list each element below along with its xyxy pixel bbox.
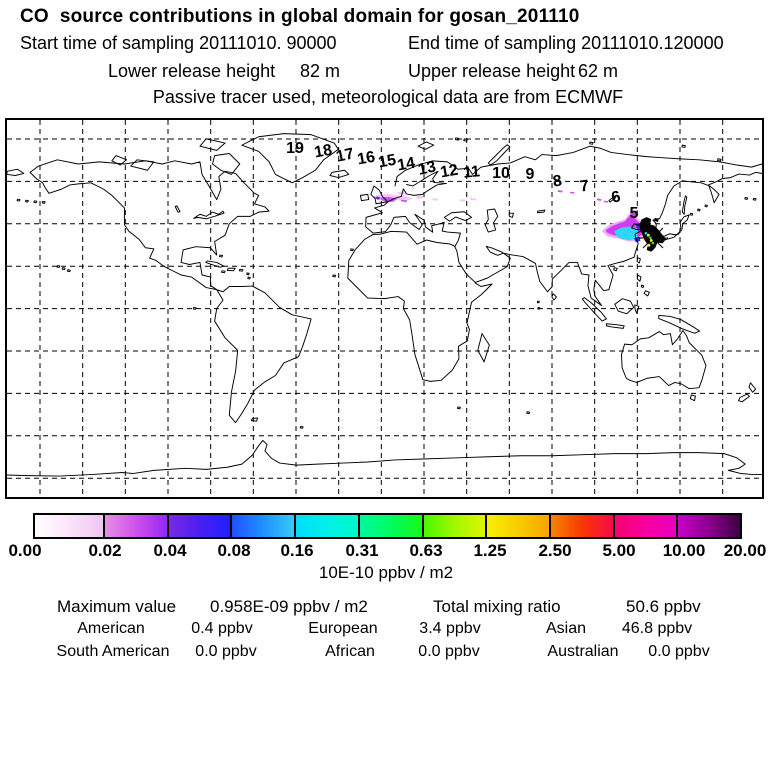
upper-release-value: 62 m bbox=[578, 61, 619, 81]
colorbar-segment bbox=[424, 515, 486, 537]
europe-magenta-plume bbox=[374, 190, 608, 203]
graticule-gridlines bbox=[7, 120, 762, 497]
region-american-value: 0.4 ppbv bbox=[191, 620, 253, 637]
trajectory-label: 6 bbox=[609, 188, 623, 207]
colorbar-segment bbox=[360, 515, 422, 537]
start-time-value: 20111010. 90000 bbox=[199, 33, 337, 53]
colorbar-tick: 0.00 bbox=[8, 541, 42, 560]
world-map-panel bbox=[5, 118, 764, 499]
colorbar-segment bbox=[35, 515, 103, 537]
colorbar-tick: 5.00 bbox=[602, 541, 636, 560]
colorbar-tick: 10.00 bbox=[662, 541, 706, 560]
trajectory-label: 7 bbox=[578, 177, 590, 196]
coast-taiwan-philippines bbox=[614, 258, 650, 296]
hot-cell-dot bbox=[647, 244, 650, 247]
coast-sakhalin-kurils bbox=[682, 196, 707, 215]
colorbar bbox=[33, 513, 742, 539]
region-south-american-value: 0.0 ppbv bbox=[195, 643, 257, 660]
lower-release-label: Lower release height bbox=[108, 61, 276, 81]
trajectory-label: 12 bbox=[438, 161, 460, 182]
trajectory-label: 18 bbox=[312, 141, 334, 162]
coast-black-sea bbox=[444, 212, 471, 221]
trajectory-label: 19 bbox=[286, 140, 304, 157]
colorbar-tick: 0.02 bbox=[88, 541, 122, 560]
hot-cell-dot bbox=[647, 234, 650, 237]
region-south-american-label: South American bbox=[56, 643, 170, 660]
coast-arctic-islands bbox=[112, 139, 240, 175]
colorbar-tick: 0.08 bbox=[217, 541, 251, 560]
max-value: 0.958E-09 ppbv / m2 bbox=[210, 597, 368, 616]
region-australian-label: Australian bbox=[547, 643, 619, 660]
coast-arctic-misc bbox=[418, 138, 721, 165]
coast-chukotka-left-edge bbox=[7, 169, 24, 175]
region-european-label: European bbox=[308, 620, 378, 637]
region-asian-label: Asian bbox=[545, 620, 587, 637]
total-ratio-label: Total mixing ratio bbox=[433, 597, 561, 616]
coast-antarctica bbox=[7, 440, 762, 476]
coast-europe-africa-asia bbox=[366, 171, 762, 305]
coastlines bbox=[7, 134, 762, 476]
hot-cell-dot bbox=[650, 239, 653, 242]
trajectory-label: 9 bbox=[525, 166, 535, 183]
colorbar-segment bbox=[105, 515, 167, 537]
page-title: CO source contributions in global domain for gosan_201110 bbox=[20, 6, 580, 27]
trajectory-label: 10 bbox=[492, 165, 510, 182]
colorbar-tick: 20.00 bbox=[723, 541, 767, 560]
tracer-note: Passive tracer used, meteorological data are from ECMWF bbox=[152, 87, 624, 107]
colorbar-segment bbox=[487, 515, 549, 537]
colorbar-segment bbox=[551, 515, 613, 537]
colorbar-tick: 2.50 bbox=[538, 541, 572, 560]
region-american-label: American bbox=[77, 620, 145, 637]
colorbar-tick: 0.04 bbox=[153, 541, 187, 560]
coast-africa-west bbox=[348, 231, 492, 381]
world-map-svg bbox=[7, 120, 762, 497]
colorbar-tick: 0.31 bbox=[345, 541, 379, 560]
upper-release-label: Upper release height bbox=[408, 61, 576, 81]
hot-cell-dot bbox=[649, 236, 652, 239]
colorbar-tick: 1.25 bbox=[473, 541, 507, 560]
trajectory-label: 13 bbox=[416, 158, 438, 179]
region-african-label: African bbox=[325, 643, 375, 660]
colorbar-segment bbox=[232, 515, 294, 537]
start-time-label: Start time of sampling 20111010. 90000 bbox=[20, 33, 337, 53]
colorbar-tick: 0.16 bbox=[280, 541, 314, 560]
hot-cell-dot bbox=[652, 242, 655, 245]
lower-release-value: 82 m bbox=[300, 61, 341, 81]
hot-cell-dot bbox=[645, 232, 648, 235]
colorbar-segment bbox=[296, 515, 358, 537]
max-value-label: Maximum value bbox=[57, 597, 177, 616]
coast-australia-nz bbox=[621, 330, 755, 401]
trajectory-label: 14 bbox=[395, 154, 417, 175]
trajectory-label: 8 bbox=[551, 172, 563, 191]
region-asian-value: 46.8 ppbv bbox=[621, 620, 693, 637]
trajectory-label: 16 bbox=[355, 148, 377, 169]
coast-north-south-america bbox=[30, 160, 311, 423]
region-african-value: 0.0 ppbv bbox=[418, 643, 480, 660]
europe-blue-cell bbox=[376, 197, 380, 200]
trajectory-day-labels bbox=[286, 140, 638, 222]
coast-iceland bbox=[330, 170, 349, 177]
end-time-value: 20111010.120000 bbox=[581, 33, 724, 53]
region-european-value: 3.4 ppbv bbox=[419, 620, 481, 637]
colorbar-segment bbox=[169, 515, 231, 537]
trajectory-label: 5 bbox=[629, 205, 639, 222]
region-australian-value: 0.0 ppbv bbox=[648, 643, 710, 660]
colorbar-units: 10E-10 ppbv / m2 bbox=[318, 563, 454, 582]
colorbar-tick: 0.63 bbox=[409, 541, 443, 560]
end-time-label: End time of sampling 20111010.120000 bbox=[408, 33, 724, 53]
total-ratio-value: 50.6 ppbv bbox=[626, 597, 701, 616]
colorbar-segment bbox=[678, 515, 740, 537]
trajectory-label: 11 bbox=[462, 163, 481, 182]
coast-caspian-lakes bbox=[175, 196, 616, 232]
colorbar-segment bbox=[615, 515, 677, 537]
trajectory-label: 15 bbox=[376, 151, 398, 172]
trajectory-label: 17 bbox=[334, 145, 356, 166]
coast-madagascar-srilanka bbox=[478, 294, 557, 362]
